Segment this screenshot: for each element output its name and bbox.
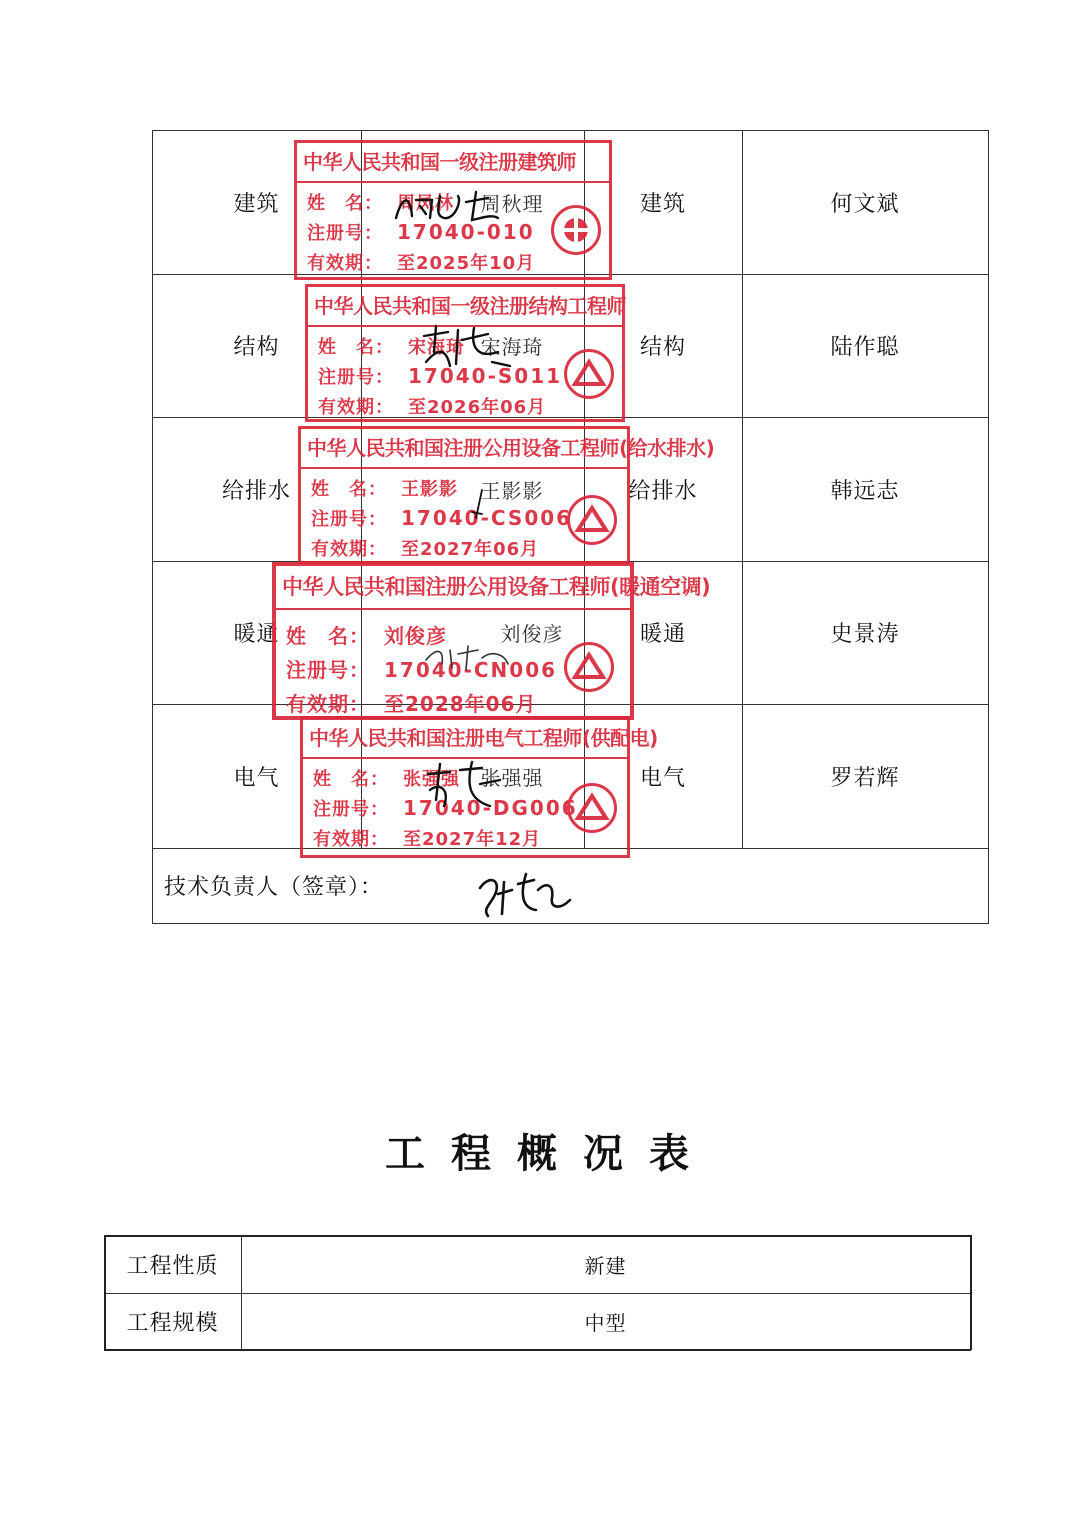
reviewer-discipline-cell: 给排水 (628, 478, 698, 504)
stamp-reg-label: 注册号： (311, 509, 387, 530)
table-border (104, 1349, 971, 1351)
discipline-cell: 结构 (233, 335, 280, 360)
registration-stamp (305, 284, 625, 422)
reviewer-discipline-cell: 电气 (639, 765, 686, 791)
stamp-name: 周凤林 (397, 193, 454, 214)
stamp-reg-label: 注册号： (313, 799, 389, 820)
reviewer-discipline-cell: 结构 (639, 335, 686, 360)
stamp-reg-label: 注册号： (307, 223, 383, 244)
stamp-valid-label: 有效期： (311, 539, 387, 560)
stamp-name-label: 姓 名： (313, 769, 389, 790)
registration-stamp (300, 716, 658, 858)
stamp-valid-date: 至2025年10月 (397, 253, 536, 274)
stamp-valid-label: 有效期： (286, 692, 370, 716)
stamp-valid-date: 至2026年06月 (408, 397, 547, 418)
overview-label: 工程规模 (126, 1310, 219, 1336)
stamp-name-label: 姓 名： (286, 624, 370, 648)
discipline-cell: 电气 (233, 765, 280, 791)
overview-table (104, 1235, 971, 1350)
engineer-emblem-icon (567, 495, 617, 545)
stamp-title: 中华人民共和国一级注册建筑师 (297, 143, 609, 183)
stamp-title: 中华人民共和国一级注册结构工程师 (308, 287, 622, 327)
overview-value: 新建 (584, 1253, 627, 1278)
stamp-name: 张强强 (403, 769, 460, 790)
discipline-cell: 给排水 (221, 478, 291, 504)
table-border (152, 923, 989, 924)
stamp-title: 中华人民共和国注册公用设备工程师(给水排水) (301, 429, 627, 469)
stamp-valid-label: 有效期： (313, 829, 389, 850)
stamp-name-label: 姓 名： (307, 193, 383, 214)
stamp-name: 刘俊彦 (384, 624, 447, 648)
reviewer-name-cell: 史景涛 (830, 622, 900, 647)
stamp-reg-number: 17040-S011 (408, 364, 563, 388)
stamp-name-label: 姓 名： (318, 337, 394, 358)
stamp-valid-label: 有效期： (307, 253, 383, 274)
reviewer-name-cell: 罗若辉 (830, 765, 900, 791)
reviewer-name-cell: 韩远志 (830, 478, 900, 504)
reviewer-discipline-cell: 建筑 (639, 191, 686, 217)
stamp-valid-date: 至2027年06月 (401, 539, 540, 560)
stamp-reg-number: 17040-010 (397, 220, 535, 244)
stamp-valid-label: 有效期： (318, 397, 394, 418)
designer-name: 周秋理 (480, 191, 544, 216)
stamp-name: 王影影 (401, 479, 458, 500)
engineer-emblem-icon (564, 349, 614, 399)
stamp-title: 中华人民共和国注册公用设备工程师(暖通空调) (276, 566, 630, 610)
designer-name: 刘俊彦 (500, 622, 564, 646)
engineer-emblem-icon (567, 783, 617, 833)
stamp-reg-number: 17040-CS006 (401, 506, 573, 530)
stamp-reg-label: 注册号： (286, 658, 370, 682)
reviewer-discipline-cell: 暖通 (639, 622, 686, 647)
stamp-name: 宋海琦 (408, 337, 465, 358)
overview-label: 工程性质 (126, 1253, 219, 1279)
engineer-emblem-icon (564, 642, 614, 692)
page-title: 工程概况表 (385, 1130, 715, 1177)
architect-emblem-icon (551, 205, 601, 255)
stamp-valid-date: 至2028年06月 (384, 692, 537, 716)
stamp-reg-number: 17040-CN006 (384, 658, 558, 682)
stamp-reg-label: 注册号： (318, 367, 394, 388)
registration-stamp (294, 140, 612, 280)
discipline-cell: 暖通 (233, 622, 280, 647)
reviewer-name-cell: 何文斌 (830, 191, 900, 217)
tech-lead-label: 技术负责人（签章）： (164, 875, 384, 900)
stamp-name-label: 姓 名： (311, 479, 387, 500)
reviewer-name-cell: 陆作聪 (830, 335, 900, 360)
overview-value: 中型 (584, 1310, 627, 1335)
table-border (988, 130, 989, 924)
designer-name: 王影影 (480, 478, 544, 503)
stamp-reg-number: 17040-DG006 (403, 796, 578, 820)
stamp-valid-date: 至2027年12月 (403, 829, 542, 850)
table-border (970, 1235, 972, 1350)
stamp-title: 中华人民共和国注册电气工程师(供配电) (303, 719, 627, 759)
registration-stamp (272, 562, 711, 720)
discipline-cell: 建筑 (233, 191, 280, 217)
designer-name: 宋海琦 (480, 335, 544, 359)
designer-name: 张强强 (480, 765, 544, 790)
